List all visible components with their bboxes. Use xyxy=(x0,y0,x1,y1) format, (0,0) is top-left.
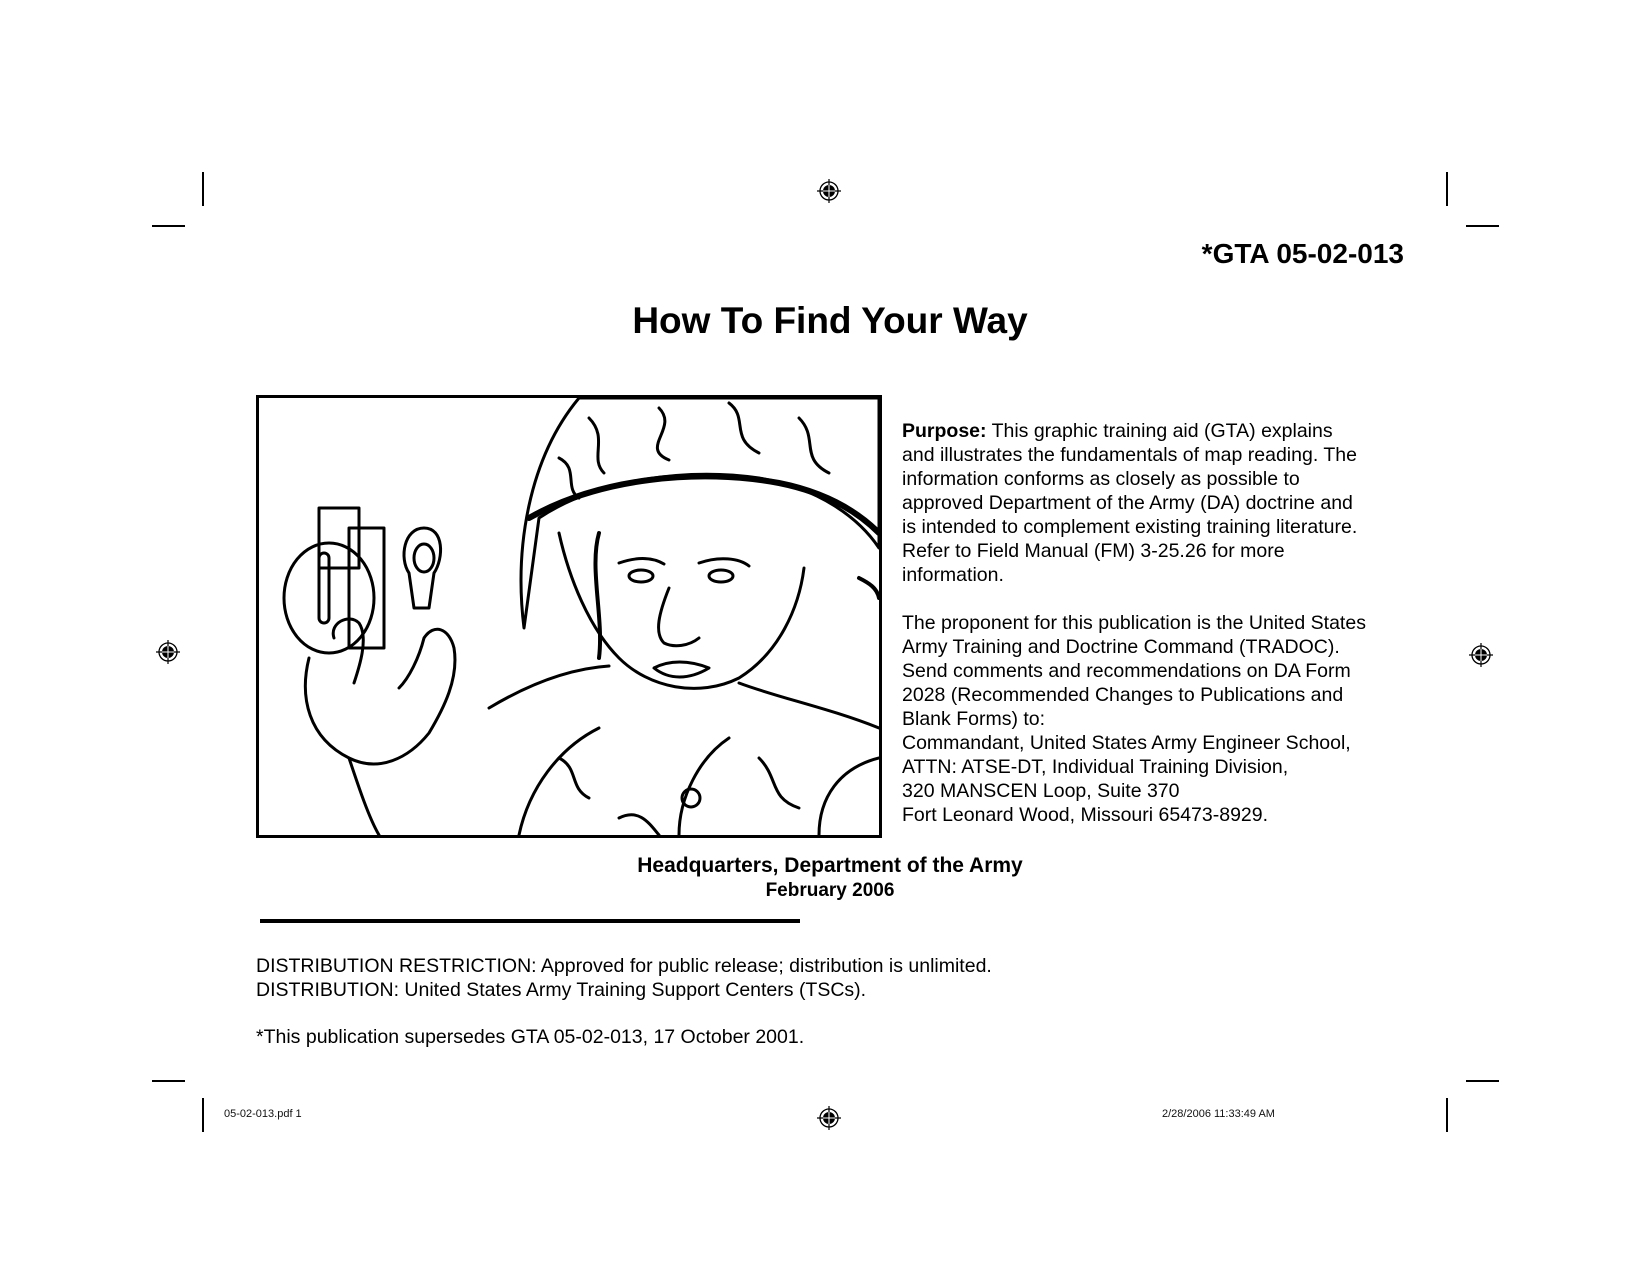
crop-mark-top-left-vertical xyxy=(202,172,204,206)
crop-mark-bottom-left-vertical xyxy=(202,1098,204,1132)
hand-drawing xyxy=(305,619,455,835)
issuer-block xyxy=(0,853,1650,903)
print-slug-timestamp: 2/28/2006 11:33:49 AM xyxy=(1162,1108,1275,1120)
issue-date: February 2006 xyxy=(765,880,895,901)
crop-mark-top-right-vertical xyxy=(1446,172,1448,206)
helmet-drawing xyxy=(521,398,879,628)
crop-mark-bottom-right-vertical xyxy=(1446,1098,1448,1132)
divider-rule xyxy=(260,919,800,923)
registration-mark-right-icon xyxy=(1468,642,1494,668)
crop-mark-bottom-left-horizontal xyxy=(152,1080,185,1082)
registration-mark-left-icon xyxy=(155,639,181,665)
proponent-paragraph: The proponent for this publication is the United States Army Training and Doctrine Command (TRADOC). Send comments and recommendations on DA Form 2028 (Recommended Changes to Publications and Blank Forms) to: Commandant, United States Army Engineer School, ATTN: ATSE-DT, Individual Training Division, 320 MANSCEN Loop, Suite 370 Fort Leonard Wood, Missouri 65473-8929. xyxy=(902,612,1366,826)
distribution-statement: DISTRIBUTION: United States Army Training Support Centers (TSCs). xyxy=(256,979,867,1001)
registration-mark-top-icon xyxy=(816,178,842,204)
print-slug-file: 05-02-013.pdf 1 xyxy=(224,1108,302,1120)
crop-mark-bottom-right-horizontal xyxy=(1466,1080,1499,1082)
supersedes-note: *This publication supersedes GTA 05-02-013, 17 October 2001. xyxy=(256,1026,805,1048)
distribution-block xyxy=(256,954,992,1002)
purpose-label: Purpose: xyxy=(902,420,987,442)
registration-mark-bottom-icon xyxy=(816,1105,842,1131)
document-number: *GTA 05-02-013 xyxy=(1201,238,1404,269)
page-title: How To Find Your Way xyxy=(632,300,1028,341)
crop-mark-top-left-horizontal xyxy=(152,225,185,227)
face-drawing xyxy=(559,533,804,688)
uniform-drawing xyxy=(489,666,879,835)
purpose-paragraph: Purpose: This graphic training aid (GTA) explains and illustrates the fundamentals of map reading. The information conforms as closely as possible to approved Department of the Army (DA) doctrine and is intended to complement existing training literature. Refer to Field Manual (FM) 3-25.26 for more information. xyxy=(902,420,1358,586)
issuer-org: Headquarters, Department of the Army xyxy=(637,854,1023,877)
soldier-with-compass-illustration xyxy=(256,395,882,838)
crop-mark-top-right-horizontal xyxy=(1466,225,1499,227)
distribution-restriction: DISTRIBUTION RESTRICTION: Approved for public release; distribution is unlimited. xyxy=(256,955,992,977)
purpose-and-proponent-text xyxy=(902,419,1402,851)
